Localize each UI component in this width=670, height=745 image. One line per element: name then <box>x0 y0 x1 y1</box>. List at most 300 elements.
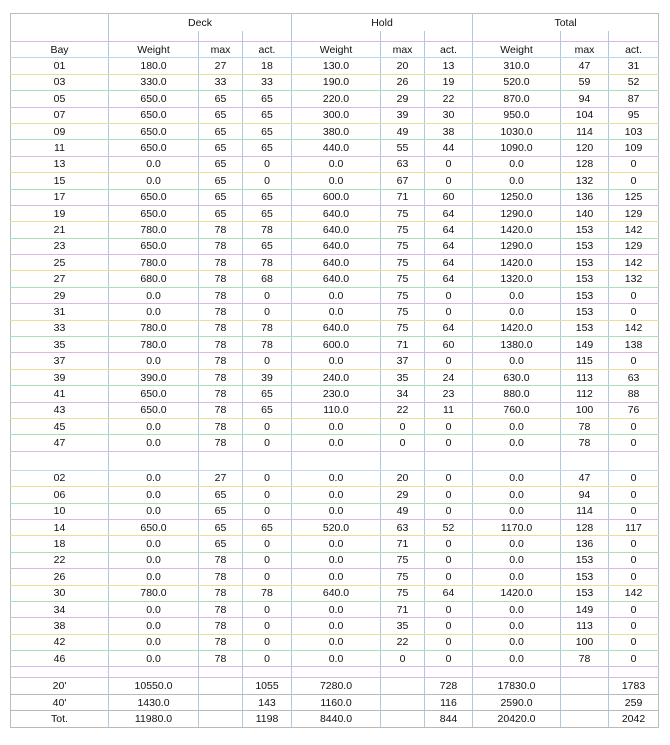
value-cell: 0.0 <box>292 353 381 369</box>
value-cell: 65 <box>199 123 243 139</box>
bay-row <box>11 337 659 353</box>
value-cell: 0 <box>425 552 473 568</box>
value-cell: 8440.0 <box>292 711 381 727</box>
value-cell: 0.0 <box>473 536 561 552</box>
value-cell: 0 <box>609 487 659 503</box>
bay-row <box>11 651 659 667</box>
group-header-deck: Deck <box>109 14 292 32</box>
value-cell: 65 <box>243 107 292 123</box>
bay-row <box>11 189 659 205</box>
value-cell: 140 <box>561 205 609 221</box>
value-cell: 640.0 <box>292 255 381 271</box>
value-cell: 38 <box>425 123 473 139</box>
value-cell: 31 <box>609 58 659 74</box>
column-header: act. <box>243 42 292 58</box>
value-cell: 0.0 <box>292 287 381 303</box>
value-cell: 1320.0 <box>473 271 561 287</box>
value-cell: 75 <box>381 287 425 303</box>
value-cell: 153 <box>561 585 609 601</box>
value-cell: 27 <box>199 470 243 486</box>
value-cell <box>381 694 425 710</box>
value-cell: 37 <box>381 353 425 369</box>
value-cell: 0.0 <box>109 487 199 503</box>
bay-row <box>11 585 659 601</box>
value-cell: 64 <box>425 271 473 287</box>
value-cell: 78 <box>243 337 292 353</box>
value-cell: 49 <box>381 503 425 519</box>
value-cell: 2590.0 <box>473 694 561 710</box>
value-cell: 380.0 <box>292 123 381 139</box>
value-cell: 0.0 <box>292 487 381 503</box>
value-cell: 75 <box>381 569 425 585</box>
value-cell: 78 <box>199 287 243 303</box>
value-cell: 78 <box>243 585 292 601</box>
value-cell: 65 <box>199 205 243 221</box>
bay-row <box>11 123 659 139</box>
value-cell: 65 <box>199 503 243 519</box>
value-cell: 94 <box>561 91 609 107</box>
value-cell: 0.0 <box>109 435 199 451</box>
value-cell: 22 <box>381 402 425 418</box>
value-cell: 11980.0 <box>109 711 199 727</box>
value-cell: 0 <box>243 618 292 634</box>
bay-weight-table <box>10 13 659 728</box>
column-header: Bay <box>11 42 109 58</box>
value-cell: 0.0 <box>473 353 561 369</box>
value-cell: 440.0 <box>292 140 381 156</box>
value-cell: 0.0 <box>109 353 199 369</box>
value-cell: 1290.0 <box>473 238 561 254</box>
blank-row <box>11 667 659 678</box>
value-cell: 600.0 <box>292 189 381 205</box>
value-cell: 0.0 <box>473 651 561 667</box>
value-cell: 128 <box>561 156 609 172</box>
value-cell: 94 <box>561 487 609 503</box>
value-cell: 780.0 <box>109 585 199 601</box>
value-cell: 0.0 <box>473 634 561 650</box>
value-cell: 78 <box>199 634 243 650</box>
value-cell: 0 <box>243 353 292 369</box>
value-cell: 64 <box>425 320 473 336</box>
bay-cell: 43 <box>11 402 109 418</box>
value-cell: 0 <box>243 156 292 172</box>
value-cell: 64 <box>425 222 473 238</box>
value-cell: 65 <box>243 519 292 535</box>
value-cell: 153 <box>561 287 609 303</box>
value-cell: 88 <box>609 386 659 402</box>
bay-cell: 20' <box>11 678 109 694</box>
value-cell: 63 <box>381 519 425 535</box>
value-cell: 0 <box>425 470 473 486</box>
value-cell: 75 <box>381 552 425 568</box>
value-cell: 153 <box>561 320 609 336</box>
value-cell: 1250.0 <box>473 189 561 205</box>
value-cell <box>199 678 243 694</box>
value-cell: 640.0 <box>292 238 381 254</box>
value-cell: 78 <box>199 238 243 254</box>
value-cell: 0 <box>609 304 659 320</box>
value-cell: 0 <box>243 536 292 552</box>
value-cell: 0 <box>609 353 659 369</box>
bay-cell: 39 <box>11 369 109 385</box>
group-header-total: Total <box>473 14 659 32</box>
summary-row <box>11 678 659 694</box>
value-cell: 19 <box>425 74 473 90</box>
value-cell: 125 <box>609 189 659 205</box>
value-cell: 0.0 <box>109 287 199 303</box>
value-cell: 78 <box>199 569 243 585</box>
bay-cell: 13 <box>11 156 109 172</box>
value-cell: 0 <box>609 287 659 303</box>
value-cell: 2042 <box>609 711 659 727</box>
value-cell: 65 <box>243 189 292 205</box>
value-cell: 78 <box>243 222 292 238</box>
value-cell: 0 <box>425 435 473 451</box>
bay-row <box>11 386 659 402</box>
value-cell: 75 <box>381 238 425 254</box>
value-cell: 0 <box>609 536 659 552</box>
bay-cell: 34 <box>11 601 109 617</box>
value-cell: 0 <box>243 569 292 585</box>
value-cell: 55 <box>381 140 425 156</box>
value-cell: 0.0 <box>292 435 381 451</box>
bay-cell: 02 <box>11 470 109 486</box>
bay-cell: 30 <box>11 585 109 601</box>
value-cell: 71 <box>381 601 425 617</box>
value-cell: 153 <box>561 255 609 271</box>
bay-cell: 40' <box>11 694 109 710</box>
value-cell: 13 <box>425 58 473 74</box>
value-cell: 129 <box>609 238 659 254</box>
value-cell: 0.0 <box>473 487 561 503</box>
value-cell: 0 <box>425 503 473 519</box>
value-cell: 100 <box>561 402 609 418</box>
value-cell: 78 <box>199 320 243 336</box>
value-cell: 52 <box>425 519 473 535</box>
value-cell: 0.0 <box>109 156 199 172</box>
value-cell: 0.0 <box>109 503 199 519</box>
value-cell: 63 <box>609 369 659 385</box>
bay-cell: 35 <box>11 337 109 353</box>
value-cell: 0.0 <box>292 503 381 519</box>
value-cell: 0 <box>243 304 292 320</box>
bay-row <box>11 205 659 221</box>
value-cell: 630.0 <box>473 369 561 385</box>
value-cell: 142 <box>609 255 659 271</box>
value-cell: 0 <box>243 503 292 519</box>
bay-row <box>11 74 659 90</box>
group-header-blank <box>11 14 109 32</box>
value-cell: 115 <box>561 353 609 369</box>
value-cell: 22 <box>425 91 473 107</box>
value-cell: 0 <box>243 487 292 503</box>
value-cell: 20420.0 <box>473 711 561 727</box>
value-cell: 11 <box>425 402 473 418</box>
value-cell: 0.0 <box>109 552 199 568</box>
value-cell: 0.0 <box>292 470 381 486</box>
value-cell: 1420.0 <box>473 585 561 601</box>
value-cell: 112 <box>561 386 609 402</box>
value-cell: 0 <box>243 651 292 667</box>
value-cell: 0 <box>425 634 473 650</box>
value-cell: 52 <box>609 74 659 90</box>
value-cell: 142 <box>609 222 659 238</box>
value-cell: 0 <box>425 487 473 503</box>
value-cell: 1420.0 <box>473 222 561 238</box>
value-cell: 78 <box>199 353 243 369</box>
value-cell: 0.0 <box>292 569 381 585</box>
bay-row <box>11 255 659 271</box>
value-cell: 0 <box>425 418 473 434</box>
value-cell: 0.0 <box>473 304 561 320</box>
value-cell: 78 <box>199 271 243 287</box>
value-cell: 20 <box>381 58 425 74</box>
value-cell: 0.0 <box>292 651 381 667</box>
value-cell: 0 <box>243 601 292 617</box>
bay-cell: 37 <box>11 353 109 369</box>
value-cell: 35 <box>381 369 425 385</box>
value-cell: 75 <box>381 271 425 287</box>
value-cell: 0.0 <box>473 503 561 519</box>
value-cell: 0.0 <box>109 536 199 552</box>
value-cell: 0 <box>381 435 425 451</box>
value-cell: 35 <box>381 618 425 634</box>
value-cell: 78 <box>199 585 243 601</box>
header-spacer-row <box>11 31 659 42</box>
value-cell: 65 <box>199 107 243 123</box>
bay-cell: 23 <box>11 238 109 254</box>
value-cell: 650.0 <box>109 107 199 123</box>
value-cell: 0.0 <box>292 304 381 320</box>
even-bays-section <box>11 470 659 667</box>
value-cell: 128 <box>561 519 609 535</box>
value-cell: 0.0 <box>109 304 199 320</box>
value-cell: 65 <box>243 91 292 107</box>
value-cell: 29 <box>381 487 425 503</box>
value-cell: 0.0 <box>109 173 199 189</box>
value-cell <box>199 711 243 727</box>
value-cell: 67 <box>381 173 425 189</box>
value-cell: 153 <box>561 304 609 320</box>
value-cell: 143 <box>243 694 292 710</box>
value-cell: 780.0 <box>109 255 199 271</box>
bay-cell: 17 <box>11 189 109 205</box>
value-cell: 780.0 <box>109 337 199 353</box>
value-cell: 0 <box>243 470 292 486</box>
bay-row <box>11 107 659 123</box>
value-cell: 30 <box>425 107 473 123</box>
value-cell: 65 <box>243 386 292 402</box>
bay-cell: 41 <box>11 386 109 402</box>
value-cell: 310.0 <box>473 58 561 74</box>
bay-cell: 47 <box>11 435 109 451</box>
value-cell: 0 <box>243 287 292 303</box>
value-cell: 0 <box>609 418 659 434</box>
bay-cell: 06 <box>11 487 109 503</box>
value-cell: 114 <box>561 123 609 139</box>
value-cell: 1783 <box>609 678 659 694</box>
bay-row <box>11 402 659 418</box>
value-cell: 650.0 <box>109 140 199 156</box>
value-cell: 650.0 <box>109 402 199 418</box>
value-cell: 78 <box>199 337 243 353</box>
bay-row <box>11 435 659 451</box>
value-cell: 65 <box>243 238 292 254</box>
value-cell <box>561 694 609 710</box>
value-cell: 0 <box>243 173 292 189</box>
value-cell: 0 <box>609 173 659 189</box>
value-cell: 65 <box>199 173 243 189</box>
value-cell: 0 <box>243 435 292 451</box>
value-cell: 78 <box>199 222 243 238</box>
group-header-row <box>11 14 659 32</box>
value-cell: 640.0 <box>292 320 381 336</box>
bay-cell: 38 <box>11 618 109 634</box>
value-cell: 0 <box>425 353 473 369</box>
value-cell: 240.0 <box>292 369 381 385</box>
bay-row <box>11 487 659 503</box>
value-cell: 0 <box>425 173 473 189</box>
value-cell: 0.0 <box>473 618 561 634</box>
value-cell: 78 <box>561 651 609 667</box>
bay-cell: 25 <box>11 255 109 271</box>
value-cell: 0.0 <box>473 470 561 486</box>
column-header: act. <box>425 42 473 58</box>
value-cell: 0.0 <box>109 470 199 486</box>
value-cell: 132 <box>609 271 659 287</box>
value-cell: 640.0 <box>292 222 381 238</box>
bay-cell: 18 <box>11 536 109 552</box>
value-cell: 34 <box>381 386 425 402</box>
bay-row <box>11 369 659 385</box>
value-cell: 0.0 <box>473 287 561 303</box>
value-cell <box>561 711 609 727</box>
value-cell: 39 <box>381 107 425 123</box>
value-cell: 0 <box>609 435 659 451</box>
bay-cell: 46 <box>11 651 109 667</box>
value-cell: 0 <box>609 470 659 486</box>
value-cell: 22 <box>381 634 425 650</box>
value-cell: 0.0 <box>292 618 381 634</box>
value-cell: 78 <box>199 552 243 568</box>
bay-row <box>11 470 659 486</box>
value-cell: 650.0 <box>109 386 199 402</box>
value-cell: 64 <box>425 205 473 221</box>
value-cell: 780.0 <box>109 320 199 336</box>
value-cell: 0 <box>243 552 292 568</box>
value-cell: 0 <box>381 651 425 667</box>
value-cell: 844 <box>425 711 473 727</box>
value-cell: 870.0 <box>473 91 561 107</box>
value-cell: 23 <box>425 386 473 402</box>
value-cell: 0.0 <box>473 552 561 568</box>
bay-row <box>11 320 659 336</box>
bay-summary-sheet <box>10 13 658 728</box>
value-cell: 0.0 <box>292 156 381 172</box>
value-cell: 64 <box>425 238 473 254</box>
value-cell: 117 <box>609 519 659 535</box>
bay-cell: 21 <box>11 222 109 238</box>
value-cell: 780.0 <box>109 222 199 238</box>
bay-row <box>11 519 659 535</box>
value-cell: 0.0 <box>292 634 381 650</box>
value-cell: 153 <box>561 271 609 287</box>
bay-row <box>11 238 659 254</box>
value-cell: 0 <box>381 418 425 434</box>
bay-row <box>11 536 659 552</box>
bay-cell: 01 <box>11 58 109 74</box>
value-cell: 1030.0 <box>473 123 561 139</box>
bay-cell: 27 <box>11 271 109 287</box>
value-cell: 110.0 <box>292 402 381 418</box>
value-cell: 650.0 <box>109 519 199 535</box>
bay-cell: 15 <box>11 173 109 189</box>
bay-row <box>11 271 659 287</box>
group-header-hold: Hold <box>292 14 473 32</box>
value-cell: 78 <box>199 386 243 402</box>
value-cell: 78 <box>199 402 243 418</box>
summary-row <box>11 711 659 727</box>
bay-cell: 09 <box>11 123 109 139</box>
summary-section <box>11 678 659 727</box>
bay-row <box>11 140 659 156</box>
value-cell: 39 <box>243 369 292 385</box>
value-cell: 113 <box>561 369 609 385</box>
value-cell: 26 <box>381 74 425 90</box>
bay-row <box>11 569 659 585</box>
value-cell: 0.0 <box>109 418 199 434</box>
bay-row <box>11 173 659 189</box>
value-cell: 0 <box>609 156 659 172</box>
bay-cell: Tot. <box>11 711 109 727</box>
bay-cell: 10 <box>11 503 109 519</box>
value-cell: 65 <box>199 189 243 205</box>
value-cell: 24 <box>425 369 473 385</box>
bay-row <box>11 58 659 74</box>
value-cell: 650.0 <box>109 189 199 205</box>
value-cell: 0 <box>243 418 292 434</box>
value-cell: 0 <box>609 634 659 650</box>
value-cell: 153 <box>561 552 609 568</box>
value-cell: 149 <box>561 337 609 353</box>
value-cell: 520.0 <box>473 74 561 90</box>
value-cell: 114 <box>561 503 609 519</box>
value-cell: 0.0 <box>109 569 199 585</box>
value-cell: 640.0 <box>292 585 381 601</box>
value-cell: 600.0 <box>292 337 381 353</box>
value-cell: 1198 <box>243 711 292 727</box>
value-cell: 44 <box>425 140 473 156</box>
value-cell: 0.0 <box>292 552 381 568</box>
bay-cell: 05 <box>11 91 109 107</box>
column-header: max <box>199 42 243 58</box>
value-cell: 95 <box>609 107 659 123</box>
value-cell: 65 <box>199 536 243 552</box>
value-cell: 60 <box>425 189 473 205</box>
value-cell: 78 <box>243 255 292 271</box>
value-cell: 104 <box>561 107 609 123</box>
value-cell: 728 <box>425 678 473 694</box>
value-cell: 0.0 <box>109 651 199 667</box>
value-cell: 0.0 <box>109 618 199 634</box>
value-cell <box>381 711 425 727</box>
bay-cell: 29 <box>11 287 109 303</box>
value-cell: 78 <box>561 418 609 434</box>
value-cell: 78 <box>199 618 243 634</box>
value-cell: 113 <box>561 618 609 634</box>
value-cell: 65 <box>199 519 243 535</box>
value-cell: 47 <box>561 58 609 74</box>
